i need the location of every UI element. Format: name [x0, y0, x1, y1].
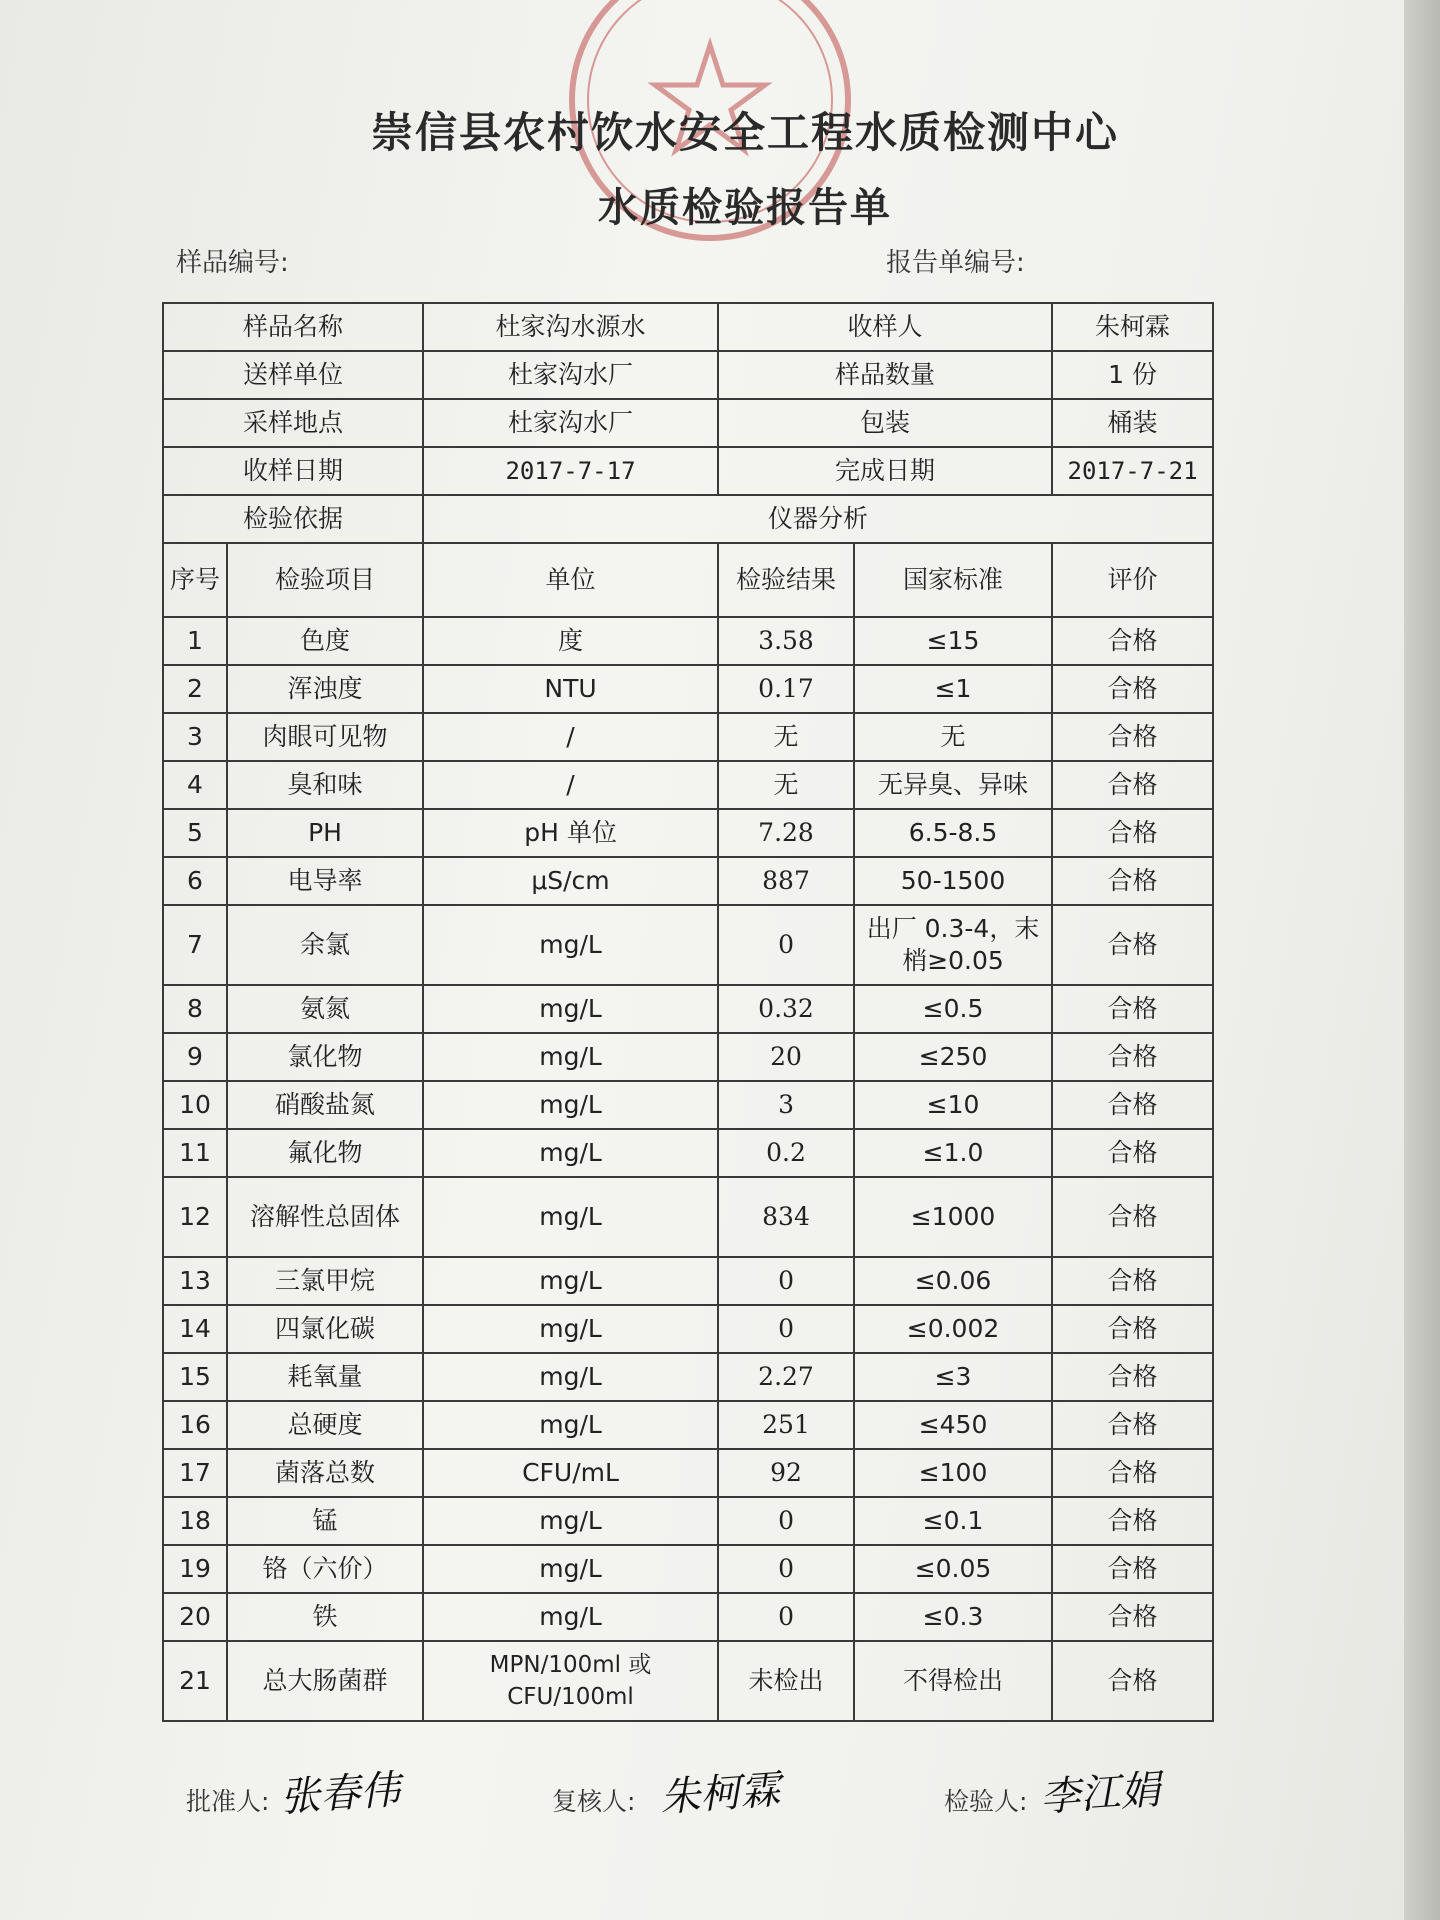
receiver-label: 收样人 — [718, 303, 1052, 351]
inspector-signature: 李江娟 — [1038, 1766, 1162, 1822]
finish-date-value: 2017-7-21 — [1052, 447, 1213, 495]
row-result: 无 — [718, 761, 854, 809]
info-row-dates — [163, 447, 1213, 495]
row-eval: 合格 — [1052, 1033, 1213, 1081]
row-unit: NTU — [423, 665, 718, 713]
sample-name-label: 样品名称 — [163, 303, 423, 351]
row-unit: mg/L — [423, 1305, 718, 1353]
row-item: 总硬度 — [227, 1401, 423, 1449]
row-item: 锰 — [227, 1497, 423, 1545]
table-row — [163, 1353, 1213, 1401]
row-item: 肉眼可见物 — [227, 713, 423, 761]
row-eval: 合格 — [1052, 1353, 1213, 1401]
row-item: 臭和味 — [227, 761, 423, 809]
sample-name-value: 杜家沟水源水 — [423, 303, 718, 351]
table-row — [163, 665, 1213, 713]
row-result: 0.32 — [718, 985, 854, 1033]
row-result: 0 — [718, 1545, 854, 1593]
info-row-sample — [163, 303, 1213, 351]
row-item: 耗氧量 — [227, 1353, 423, 1401]
table-row — [163, 1177, 1213, 1257]
report-title: 崇信县农村饮水安全工程水质检测中心 — [370, 108, 1119, 157]
row-no: 4 — [163, 761, 227, 809]
row-standard: ≤100 — [854, 1449, 1052, 1497]
row-unit: / — [423, 713, 718, 761]
row-result: 251 — [718, 1401, 854, 1449]
row-no: 12 — [163, 1177, 227, 1257]
row-no: 14 — [163, 1305, 227, 1353]
row-result: 887 — [718, 857, 854, 905]
row-standard: ≤1000 — [854, 1177, 1052, 1257]
receive-date-value: 2017-7-17 — [423, 447, 718, 495]
row-no: 2 — [163, 665, 227, 713]
row-unit: MPN/100ml 或 CFU/100ml — [423, 1641, 718, 1721]
row-no: 11 — [163, 1129, 227, 1177]
row-item: 三氯甲烷 — [227, 1257, 423, 1305]
row-item: 硝酸盐氮 — [227, 1081, 423, 1129]
row-eval: 合格 — [1052, 665, 1213, 713]
row-eval: 合格 — [1052, 809, 1213, 857]
row-result: 834 — [718, 1177, 854, 1257]
row-eval: 合格 — [1052, 713, 1213, 761]
row-no: 7 — [163, 905, 227, 985]
row-item: 氯化物 — [227, 1033, 423, 1081]
row-unit: mg/L — [423, 1353, 718, 1401]
row-item: 色度 — [227, 617, 423, 665]
row-unit: mg/L — [423, 1177, 718, 1257]
row-eval: 合格 — [1052, 1593, 1213, 1641]
row-result: 无 — [718, 713, 854, 761]
inspector-label: 检验人: — [944, 1787, 1028, 1816]
row-result: 0.2 — [718, 1129, 854, 1177]
row-unit: pH 单位 — [423, 809, 718, 857]
row-result: 0.17 — [718, 665, 854, 713]
row-item: 溶解性总固体 — [227, 1177, 423, 1257]
table-row — [163, 905, 1213, 985]
row-eval: 合格 — [1052, 1401, 1213, 1449]
report-number-label: 报告单编号: — [886, 248, 1025, 278]
table-row — [163, 1593, 1213, 1641]
approver-label: 批准人: — [186, 1787, 270, 1816]
water-quality-report-table — [162, 302, 1214, 1722]
row-no: 13 — [163, 1257, 227, 1305]
row-unit: mg/L — [423, 905, 718, 985]
report-subtitle: 水质检验报告单 — [598, 185, 892, 231]
row-eval: 合格 — [1052, 905, 1213, 985]
row-no: 1 — [163, 617, 227, 665]
row-item: 菌落总数 — [227, 1449, 423, 1497]
col-header-item: 检验项目 — [227, 543, 423, 617]
table-row — [163, 1641, 1213, 1721]
row-eval: 合格 — [1052, 1545, 1213, 1593]
row-no: 15 — [163, 1353, 227, 1401]
table-row — [163, 1305, 1213, 1353]
row-result: 7.28 — [718, 809, 854, 857]
row-standard: 50-1500 — [854, 857, 1052, 905]
row-no: 5 — [163, 809, 227, 857]
table-row — [163, 1545, 1213, 1593]
info-row-basis — [163, 495, 1213, 543]
row-result: 3.58 — [718, 617, 854, 665]
row-eval: 合格 — [1052, 1641, 1213, 1721]
row-item: 氨氮 — [227, 985, 423, 1033]
row-item: 电导率 — [227, 857, 423, 905]
row-no: 20 — [163, 1593, 227, 1641]
row-result: 2.27 — [718, 1353, 854, 1401]
row-eval: 合格 — [1052, 857, 1213, 905]
table-row — [163, 713, 1213, 761]
table-row — [163, 1129, 1213, 1177]
table-row — [163, 1497, 1213, 1545]
reviewer-label: 复核人: — [552, 1787, 636, 1816]
row-result: 92 — [718, 1449, 854, 1497]
row-unit: mg/L — [423, 1593, 718, 1641]
row-no: 10 — [163, 1081, 227, 1129]
row-no: 6 — [163, 857, 227, 905]
row-standard: ≤0.5 — [854, 985, 1052, 1033]
row-standard: ≤10 — [854, 1081, 1052, 1129]
row-standard: 无 — [854, 713, 1052, 761]
row-no: 9 — [163, 1033, 227, 1081]
row-item: PH — [227, 809, 423, 857]
row-eval: 合格 — [1052, 1257, 1213, 1305]
row-result: 20 — [718, 1033, 854, 1081]
receive-date-label: 收样日期 — [163, 447, 423, 495]
table-row — [163, 617, 1213, 665]
table-row — [163, 1401, 1213, 1449]
row-result: 0 — [718, 905, 854, 985]
row-eval: 合格 — [1052, 1305, 1213, 1353]
row-standard: ≤0.06 — [854, 1257, 1052, 1305]
row-standard: ≤0.05 — [854, 1545, 1052, 1593]
row-standard: 6.5-8.5 — [854, 809, 1052, 857]
col-header-standard: 国家标准 — [854, 543, 1052, 617]
table-row — [163, 1081, 1213, 1129]
row-unit: mg/L — [423, 1129, 718, 1177]
row-result: 0 — [718, 1257, 854, 1305]
row-result: 0 — [718, 1497, 854, 1545]
row-standard: ≤0.1 — [854, 1497, 1052, 1545]
result-rows — [163, 617, 1213, 1721]
row-result: 0 — [718, 1593, 854, 1641]
row-result: 未检出 — [718, 1641, 854, 1721]
paper-edge — [1404, 0, 1440, 1920]
row-no: 21 — [163, 1641, 227, 1721]
row-standard: 出厂 0.3-4，末梢≥0.05 — [854, 905, 1052, 985]
col-header-result: 检验结果 — [718, 543, 854, 617]
row-item: 氟化物 — [227, 1129, 423, 1177]
package-label: 包装 — [718, 399, 1052, 447]
row-no: 16 — [163, 1401, 227, 1449]
row-item: 余氯 — [227, 905, 423, 985]
sender-value: 杜家沟水厂 — [423, 351, 718, 399]
row-item: 总大肠菌群 — [227, 1641, 423, 1721]
row-standard: 不得检出 — [854, 1641, 1052, 1721]
row-item: 四氯化碳 — [227, 1305, 423, 1353]
row-item: 铬（六价） — [227, 1545, 423, 1593]
row-standard: ≤1 — [854, 665, 1052, 713]
table-row — [163, 1257, 1213, 1305]
row-unit: mg/L — [423, 1401, 718, 1449]
quantity-value: 1 份 — [1052, 351, 1213, 399]
table-row — [163, 1033, 1213, 1081]
row-eval: 合格 — [1052, 985, 1213, 1033]
row-eval: 合格 — [1052, 1129, 1213, 1177]
table-row — [163, 1449, 1213, 1497]
col-header-unit: 单位 — [423, 543, 718, 617]
row-unit: mg/L — [423, 1497, 718, 1545]
row-standard: ≤1.0 — [854, 1129, 1052, 1177]
row-standard: 无异臭、异味 — [854, 761, 1052, 809]
row-standard: ≤450 — [854, 1401, 1052, 1449]
approver-signature: 张春伟 — [278, 1766, 402, 1822]
row-standard: ≤3 — [854, 1353, 1052, 1401]
location-label: 采样地点 — [163, 399, 423, 447]
table-row — [163, 985, 1213, 1033]
row-unit: CFU/mL — [423, 1449, 718, 1497]
receiver-value: 朱柯霖 — [1052, 303, 1213, 351]
row-no: 19 — [163, 1545, 227, 1593]
row-unit: mg/L — [423, 1257, 718, 1305]
row-unit: mg/L — [423, 1545, 718, 1593]
sample-number-label: 样品编号: — [176, 248, 289, 278]
sender-label: 送样单位 — [163, 351, 423, 399]
row-unit: mg/L — [423, 1033, 718, 1081]
location-value: 杜家沟水厂 — [423, 399, 718, 447]
col-header-eval: 评价 — [1052, 543, 1213, 617]
row-result: 0 — [718, 1305, 854, 1353]
row-eval: 合格 — [1052, 1449, 1213, 1497]
row-unit: mg/L — [423, 985, 718, 1033]
row-result: 3 — [718, 1081, 854, 1129]
basis-value: 仪器分析 — [423, 495, 1213, 543]
row-unit: / — [423, 761, 718, 809]
col-header-no: 序号 — [163, 543, 227, 617]
package-value: 桶装 — [1052, 399, 1213, 447]
row-standard: ≤0.002 — [854, 1305, 1052, 1353]
row-eval: 合格 — [1052, 761, 1213, 809]
row-standard: ≤15 — [854, 617, 1052, 665]
row-no: 18 — [163, 1497, 227, 1545]
quantity-label: 样品数量 — [718, 351, 1052, 399]
row-item: 浑浊度 — [227, 665, 423, 713]
row-no: 8 — [163, 985, 227, 1033]
row-no: 3 — [163, 713, 227, 761]
row-no: 17 — [163, 1449, 227, 1497]
row-unit: μS/cm — [423, 857, 718, 905]
row-eval: 合格 — [1052, 1081, 1213, 1129]
table-row — [163, 761, 1213, 809]
table-row — [163, 857, 1213, 905]
reviewer-signature: 朱柯霖 — [658, 1766, 782, 1822]
row-eval: 合格 — [1052, 1177, 1213, 1257]
finish-date-label: 完成日期 — [718, 447, 1052, 495]
info-row-location — [163, 399, 1213, 447]
row-eval: 合格 — [1052, 617, 1213, 665]
row-standard: ≤250 — [854, 1033, 1052, 1081]
row-unit: mg/L — [423, 1081, 718, 1129]
row-standard: ≤0.3 — [854, 1593, 1052, 1641]
column-header-row — [163, 543, 1213, 617]
basis-label: 检验依据 — [163, 495, 423, 543]
table-row — [163, 809, 1213, 857]
row-unit: 度 — [423, 617, 718, 665]
row-eval: 合格 — [1052, 1497, 1213, 1545]
info-row-sender — [163, 351, 1213, 399]
row-item: 铁 — [227, 1593, 423, 1641]
